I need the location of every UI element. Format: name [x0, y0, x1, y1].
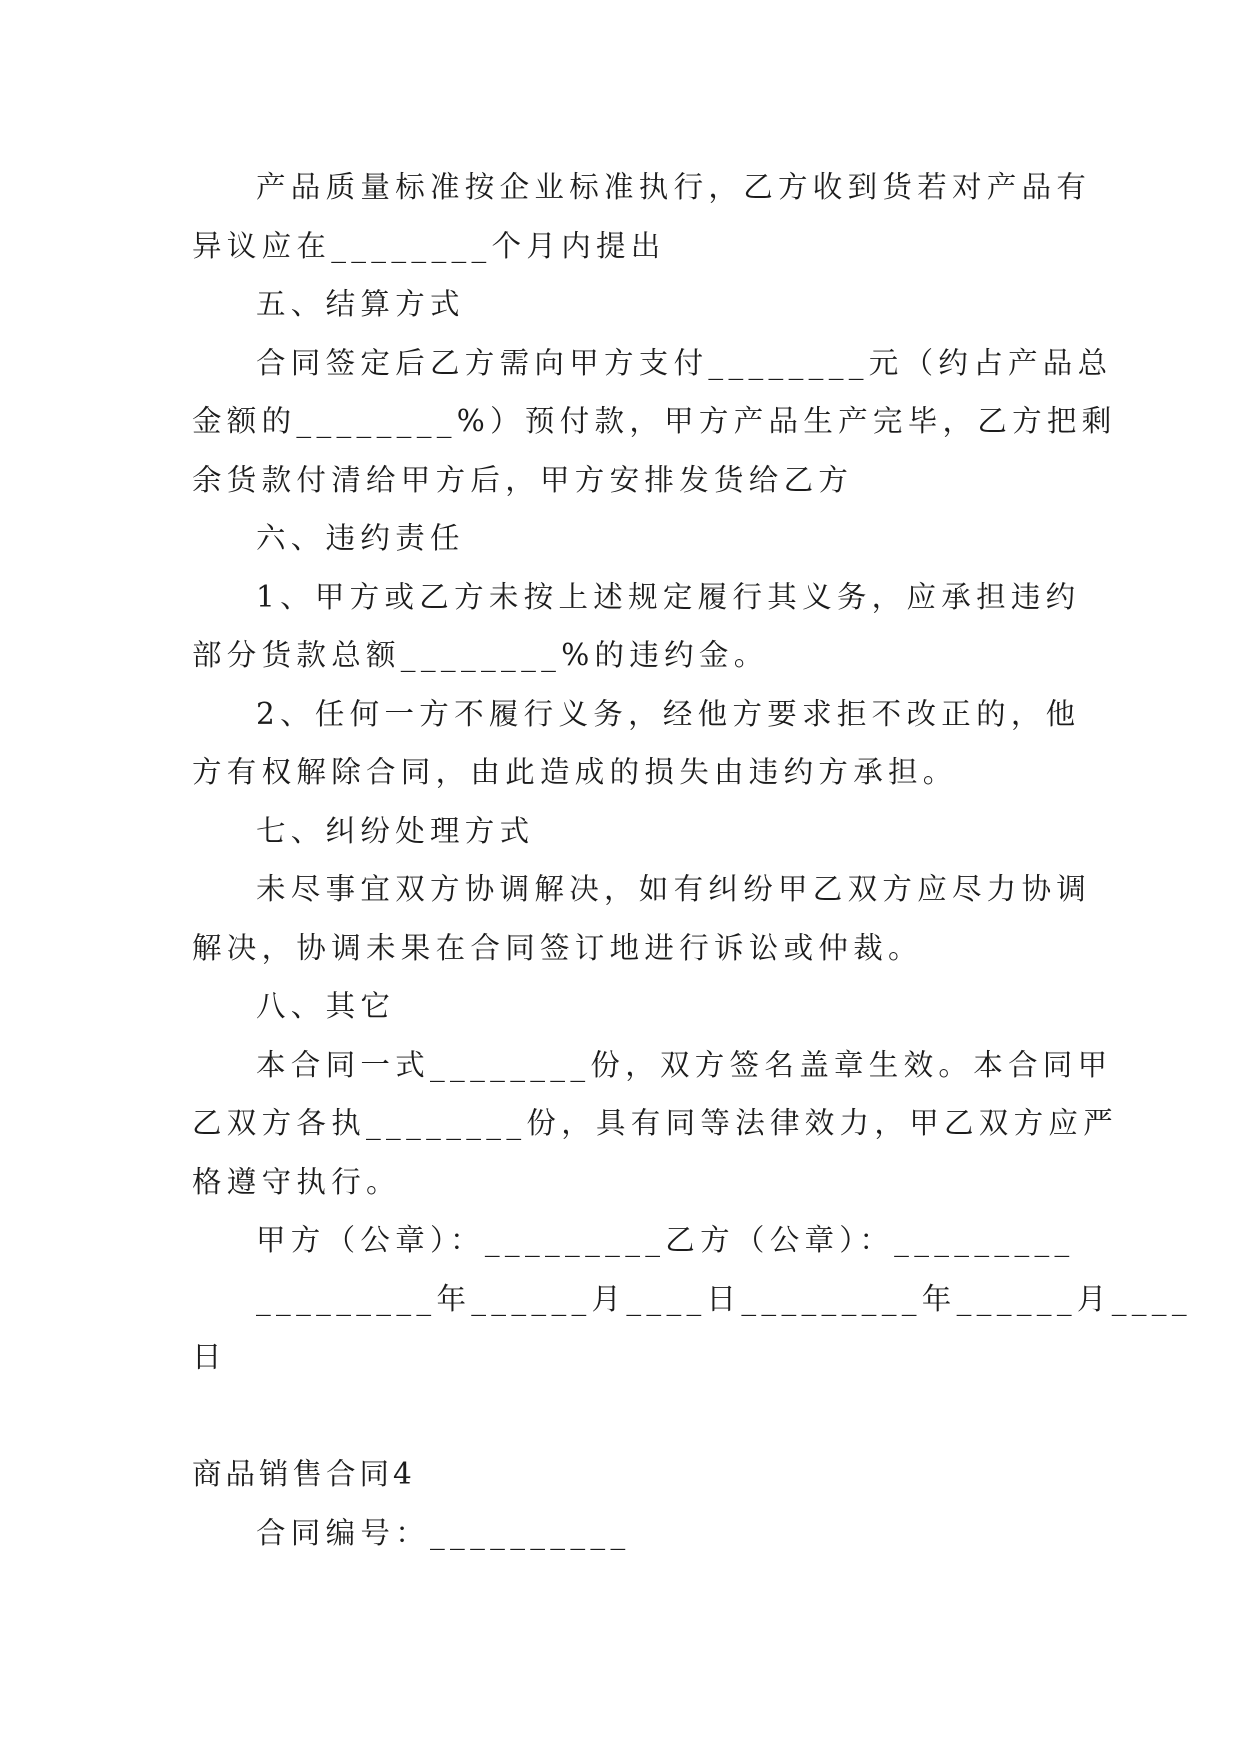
contract-title: 商品销售合同4	[192, 1457, 416, 1491]
date-line-continuation: 日	[192, 1340, 227, 1374]
section-heading: 六、违约责任	[256, 521, 465, 555]
contract-number-line: 合同编号：__________	[256, 1515, 631, 1550]
text-line: 合同签定后乙方需向甲方支付________元（约占产品总	[256, 345, 1113, 380]
section-heading: 八、其它	[256, 989, 396, 1023]
text-line: 1、甲方或乙方未按上述规定履行其义务，应承担违约	[256, 579, 1081, 614]
section-heading: 七、纠纷处理方式	[256, 813, 535, 848]
text-line: 2、任何一方不履行义务，经他方要求拒不改正的，他	[256, 696, 1081, 731]
text-line: 解决，协调未果在合同签订地进行诉讼或仲裁。	[192, 930, 923, 965]
text-line: 金额的________%）预付款，甲方产品生产完毕，乙方把剩	[192, 404, 1117, 438]
text-line: 余货款付清给甲方后，甲方安排发货给乙方	[192, 462, 854, 497]
text-line: 部分货款总额________%的违约金。	[192, 638, 769, 672]
section-heading: 五、结算方式	[256, 287, 465, 321]
text-line: 乙双方各执________份，具有同等法律效力，甲乙双方应严	[192, 1106, 1118, 1140]
text-line: 未尽事宜双方协调解决，如有纠纷甲乙双方应尽力协调	[256, 872, 1092, 906]
date-line: _________年______月____日_________年______月____	[256, 1281, 1192, 1316]
text-line: 格遵守执行。	[192, 1164, 401, 1199]
text-line: 方有权解除合同，由此造成的损失由违约方承担。	[192, 755, 958, 789]
spacer	[192, 1387, 1052, 1446]
document-body	[192, 158, 1192, 1562]
text-line: 产品质量标准按企业标准执行，乙方收到货若对产品有	[256, 170, 1092, 204]
text-line: 本合同一式________份，双方签名盖章生效。本合同甲	[256, 1047, 1113, 1082]
signature-line: 甲方（公章）：_________乙方（公章）：_________	[256, 1223, 1075, 1257]
text-line: 异议应在________个月内提出	[192, 228, 666, 263]
